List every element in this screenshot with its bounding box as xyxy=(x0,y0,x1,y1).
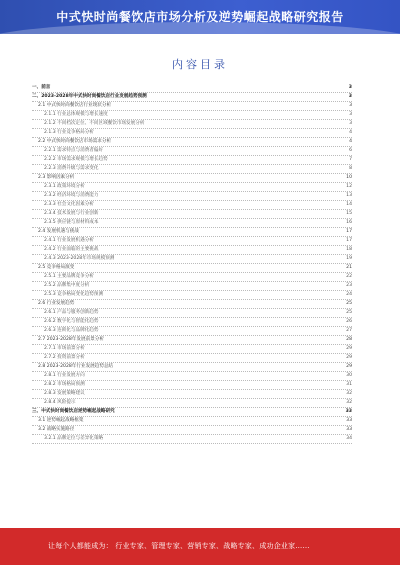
toc-entry-page: 25 xyxy=(346,310,352,315)
toc-entry-page: 32 xyxy=(346,391,352,396)
toc-entry-page: 23 xyxy=(346,283,352,288)
toc-entry[interactable] xyxy=(32,300,352,309)
toc-entry[interactable] xyxy=(32,426,352,435)
toc-entry-label: 2.5.1 主要品牌竞争分析 xyxy=(44,274,94,279)
toc-entry-page: 13 xyxy=(346,193,352,198)
toc-entry-page: 6 xyxy=(349,148,352,153)
toc-entry[interactable] xyxy=(32,147,352,156)
toc-entry-page: 34 xyxy=(346,436,352,441)
toc-entry-label: 2.8.1 行业发展方向 xyxy=(44,373,85,378)
toc-entry-page: 27 xyxy=(346,328,352,333)
toc-entry-page: 18 xyxy=(346,247,352,252)
toc-entry-page: 29 xyxy=(346,346,352,351)
toc-entry-label: 2.8.2 市场格局预测 xyxy=(44,382,85,387)
footer-lead: 让每个人都能成为 xyxy=(48,542,106,550)
toc-entry-label: 2.3.4 技术发展与行业创新 xyxy=(44,211,99,216)
toc-heading: 内容目录 xyxy=(172,58,228,71)
toc-entry-page: 17 xyxy=(346,229,352,234)
toc-entry-page: 10 xyxy=(346,175,352,180)
toc-entry-label: 2.5.3 竞争格局变化趋势预测 xyxy=(44,292,104,297)
toc-entry-page: 15 xyxy=(346,211,352,216)
toc-entry-label: 2.1.1 行业总体规模与增长速度 xyxy=(44,112,108,117)
toc-entry[interactable] xyxy=(32,435,352,444)
toc-entry-label: 2.3.1 政策环境分析 xyxy=(44,184,85,189)
toc-entry[interactable] xyxy=(32,408,352,417)
toc-entry[interactable] xyxy=(32,399,352,408)
toc-entry-page: 22 xyxy=(346,274,352,279)
toc-entry[interactable] xyxy=(32,228,352,237)
toc-entry-page: 3 xyxy=(348,94,352,99)
toc-entry-label: 2.2 中式快时尚餐饮店市场需求分析 xyxy=(38,139,112,144)
toc-entry[interactable] xyxy=(32,138,352,147)
toc-entry-page: 30 xyxy=(346,373,352,378)
footer-item: 行业专家 xyxy=(115,542,145,550)
toc-entry[interactable] xyxy=(32,102,352,111)
toc-entry[interactable] xyxy=(32,183,352,192)
toc-entry-page: 26 xyxy=(346,319,352,324)
toc-entry-page: 14 xyxy=(346,202,352,207)
toc-entry-page: 16 xyxy=(346,220,352,225)
toc-entry[interactable] xyxy=(32,219,352,228)
toc-entry-label: 2.1.3 行业竞争格局分析 xyxy=(44,130,94,135)
toc-entry-label: 2.3.2 经济环境与消费能力 xyxy=(44,193,99,198)
toc-entry-page: 33 xyxy=(346,418,352,423)
toc-entry[interactable] xyxy=(32,201,352,210)
toc-entry[interactable] xyxy=(32,417,352,426)
toc-entry-page: 12 xyxy=(346,184,352,189)
toc-entry[interactable] xyxy=(32,84,352,93)
toc-entry-label: 2.8.3 发展策略建议 xyxy=(44,391,85,396)
toc-entry-page: 8 xyxy=(349,166,352,171)
toc-entry-label: 2.5 竞争格局演变 xyxy=(38,265,75,270)
toc-entry-page: 3 xyxy=(348,85,352,90)
toc-entry-page: 19 xyxy=(346,256,352,261)
toc-entry-label: 2.3 影响因素分析 xyxy=(38,175,75,180)
toc-entry-page: 24 xyxy=(346,292,352,297)
toc-entry-label: 2.7 2023-2028年发展前景分析 xyxy=(38,337,104,342)
toc-entry-label: 2.4 发展机遇与挑战 xyxy=(38,229,79,234)
toc-entry-page: 28 xyxy=(346,337,352,342)
toc-entry-label: 一、前言 xyxy=(32,85,51,90)
toc-entry-label: 2.6.2 数字化与智能化趋势 xyxy=(44,319,99,324)
toc-entry-label: 2.8 2023-2028年行业发展趋势总结 xyxy=(38,364,114,369)
toc-entry[interactable] xyxy=(32,363,352,372)
toc-entry[interactable] xyxy=(32,381,352,390)
toc-entry-label: 2.6 行业发展趋势 xyxy=(38,301,75,306)
toc-entry[interactable] xyxy=(32,156,352,165)
toc-entry-label: 2.1.2 不同档次定位、不同区域餐饮市场发展分析 xyxy=(44,121,145,126)
toc-entry[interactable] xyxy=(32,282,352,291)
toc-entry-page: 21 xyxy=(346,265,352,270)
toc-entry[interactable] xyxy=(32,120,352,129)
toc-entry[interactable] xyxy=(32,210,352,219)
toc-entry-label: 3.2.1 品牌定位与差异化策略 xyxy=(44,436,104,441)
toc-entry-label: 2.3.3 社会文化因素分析 xyxy=(44,202,94,207)
toc-entry[interactable] xyxy=(32,345,352,354)
toc-entry-label: 2.2.2 市场需求规模与增长趋势 xyxy=(44,157,108,162)
footer-item: 成功企业家…… xyxy=(259,542,310,550)
report-header xyxy=(0,0,400,34)
toc-entry-label: 2.1 中式快时尚餐饮店行业现状分析 xyxy=(38,103,112,108)
footer-slogan: 让每个人都能成为： 行业专家、管理专家、营销专家、战略专家、成功企业家…… xyxy=(48,542,310,550)
toc-entry[interactable] xyxy=(32,93,352,102)
toc-entry-label: 2.3.5 供应链与原材料成本 xyxy=(44,220,99,225)
toc-entry[interactable] xyxy=(32,111,352,120)
footer-item: 营销专家 xyxy=(187,542,217,550)
toc-entry-label: 2.7.1 市场前景分析 xyxy=(44,346,85,351)
toc-entry-page: 25 xyxy=(346,301,352,306)
toc-entry[interactable] xyxy=(32,318,352,327)
toc-entry-label: 2.4.2 行业面临的主要挑战 xyxy=(44,247,99,252)
footer-banner xyxy=(0,528,400,565)
toc-entry-page: 29 xyxy=(346,364,352,369)
toc-entry-label: 2.6.3 连锁化与品牌化趋势 xyxy=(44,328,99,333)
toc-entry[interactable] xyxy=(32,165,352,174)
toc-entry-page: 3 xyxy=(349,103,352,108)
toc-entry-label: 三、中式快时尚餐饮店逆势崛起战略研究 xyxy=(32,409,115,414)
toc-entry[interactable] xyxy=(32,174,352,183)
toc-entry[interactable] xyxy=(32,327,352,336)
toc-entry[interactable] xyxy=(32,129,352,138)
toc-entry[interactable] xyxy=(32,273,352,282)
table-of-contents xyxy=(32,84,352,444)
toc-entry-label: 2.2.3 消费升级与需求变化 xyxy=(44,166,99,171)
toc-entry[interactable] xyxy=(32,309,352,318)
toc-entry-label: 2.2.1 需求特点与消费者偏好 xyxy=(44,148,104,153)
footer-item: 战略专家 xyxy=(223,542,253,550)
toc-entry[interactable] xyxy=(32,246,352,255)
toc-entry-label: 2.6.1 产品与服务创新趋势 xyxy=(44,310,99,315)
toc-entry-label: 3.1 逆势崛起战略框架 xyxy=(38,418,84,423)
toc-entry[interactable] xyxy=(32,237,352,246)
toc-entry[interactable] xyxy=(32,390,352,399)
toc-entry-label: 二、2023-2028年中式快时尚餐饮店行业发展趋势预测 xyxy=(32,94,147,99)
toc-entry-page: 17 xyxy=(346,238,352,243)
report-title: 中式快时尚餐饮店市场分析及逆势崛起战略研究报告 xyxy=(56,10,344,24)
footer-item: 管理专家 xyxy=(151,542,181,550)
toc-entry-page: 4 xyxy=(349,130,352,135)
toc-entry[interactable] xyxy=(32,291,352,300)
toc-entry-page: 33 xyxy=(346,427,352,432)
toc-entry[interactable] xyxy=(32,354,352,363)
toc-entry[interactable] xyxy=(32,192,352,201)
toc-entry[interactable] xyxy=(32,372,352,381)
toc-entry-label: 2.7.2 投资前景分析 xyxy=(44,355,85,360)
toc-entry-page: 3 xyxy=(349,112,352,117)
toc-entry-label: 2.5.2 品牌集中度分析 xyxy=(44,283,90,288)
toc-entry-page: 3 xyxy=(349,121,352,126)
toc-entry-page: 31 xyxy=(346,382,352,387)
toc-entry-label: 2.8.4 风险提示 xyxy=(44,400,76,405)
toc-entry[interactable] xyxy=(32,336,352,345)
toc-entry-label: 2.4.1 行业发展机遇分析 xyxy=(44,238,94,243)
toc-entry-page: 7 xyxy=(349,157,352,162)
toc-entry-label: 3.2 战略实施路径 xyxy=(38,427,75,432)
toc-entry-page: 33 xyxy=(345,409,352,414)
toc-entry[interactable] xyxy=(32,264,352,273)
toc-entry-page: 4 xyxy=(349,139,352,144)
toc-entry-label: 2.4.3 2023-2028年市场规模预测 xyxy=(44,256,115,261)
toc-entry-page: 29 xyxy=(346,355,352,360)
toc-entry[interactable] xyxy=(32,255,352,264)
toc-entry-page: 32 xyxy=(346,400,352,405)
